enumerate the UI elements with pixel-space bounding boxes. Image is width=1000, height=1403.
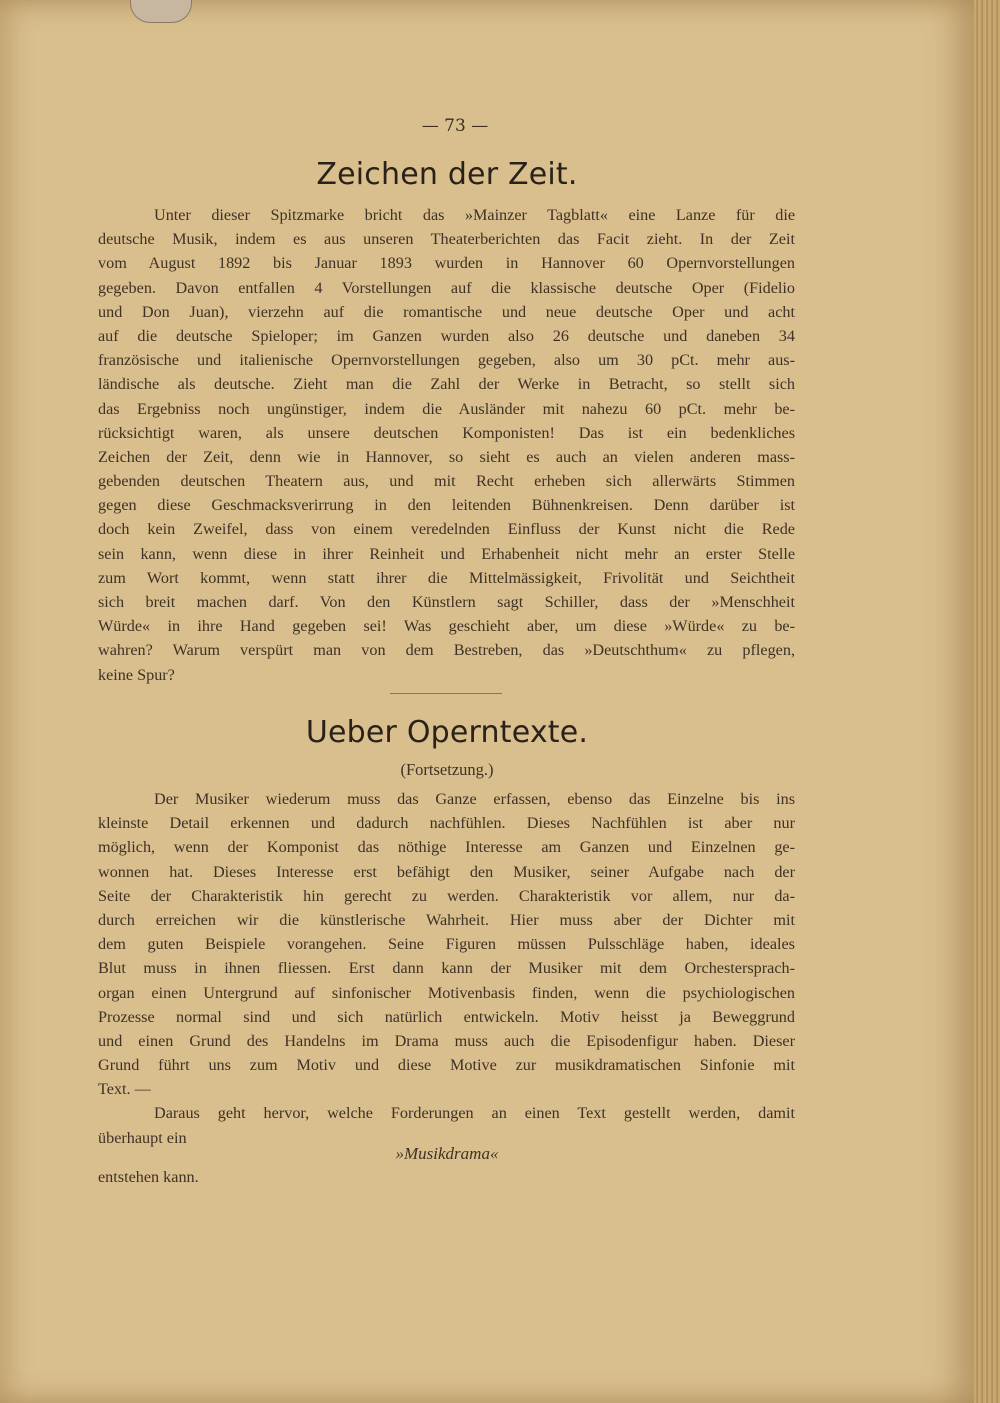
text-line: gegen diese Geschmacksverirrung in den leitenden Bühnenkreisen. Denn darüber ist — [98, 496, 795, 515]
text-line: wonnen hat. Dieses Interesse erst befähigt den Musiker, seiner Aufgabe nach der — [98, 862, 795, 881]
text-line: Text. — — [98, 1080, 151, 1099]
text-line: und einen Grund des Handelns im Drama muss auch die Episodenfigur haben. Dieser — [98, 1031, 795, 1050]
section-title-ueber-operntexte: Ueber Operntexte. — [305, 715, 589, 750]
text-line: vom August 1892 bis Januar 1893 wurden in Hannover 60 Opernvorstellungen — [98, 254, 795, 273]
text-line: gegeben. Davon entfallen 4 Vorstellungen auf die klassische deutsche Oper (Fidelio — [98, 278, 795, 297]
text-line: Seite der Charakteristik hin gerecht zu werden. Charakteristik vor allem, nur da- — [98, 886, 795, 905]
text-line: sich breit machen darf. Von den Künstlern sagt Schiller, dass der »Menschheit — [98, 593, 795, 611]
section2-body — [98, 787, 795, 1150]
text-line: keine Spur? — [98, 665, 175, 684]
text-line: zum Wort kommt, wenn statt ihrer die Mittelmässigkeit, Frivolität und Seichtheit — [98, 568, 795, 587]
page-number: — 73 — — [421, 116, 489, 136]
text-line: Grund führt uns zum Motiv und diese Motive zur musikdramatischen Sinfonie mit — [98, 1056, 795, 1075]
section1-body — [98, 203, 795, 687]
text-line: wahren? Warum verspürt man von dem Bestreben, das »Deutschthum« zu pflegen, — [98, 641, 795, 660]
text-line: Zeichen der Zeit, denn wie in Hannover, so sieht es auch an vielen anderen mass- — [98, 447, 795, 466]
text-line: ländische als deutsche. Zieht man die Zahl der Werke in Betracht, so stellt sich — [98, 375, 795, 394]
section-title-zeichen-der-zeit: Zeichen der Zeit. — [316, 157, 578, 192]
text-line: möglich, wenn der Komponist das nöthige Interesse am Ganzen und Einzelnen ge- — [98, 838, 795, 857]
section-divider — [390, 693, 502, 694]
text-line: französische und italienische Opernvorstellungen gegeben, also um 30 pCt. mehr aus- — [98, 351, 795, 370]
book-page-edges — [974, 0, 1000, 1403]
text-line: Unter dieser Spitzmarke bricht das »Mainzer Tagblatt« eine Lanze für die — [154, 206, 795, 224]
text-line: Der Musiker wiederum muss das Ganze erfassen, ebenso das Einzelne bis ins — [154, 790, 795, 808]
text-line: gebenden deutschen Theatern aus, und mit Recht erheben sich allerwärts Stimmen — [98, 472, 795, 491]
centered-term: »Musikdrama« — [395, 1144, 499, 1163]
closing-line: entstehen kann. — [98, 1168, 199, 1186]
section-subtitle: (Fortsetzung.) — [400, 760, 494, 779]
text-line: auf die deutsche Spieloper; im Ganzen wurden also 26 deutsche und daneben 34 — [98, 326, 795, 345]
text-line: doch kein Zweifel, dass von einem veredelnden Einfluss der Kunst nicht die Rede — [98, 520, 795, 539]
binder-clip — [130, 0, 192, 23]
text-line: und Don Juan), vierzehn auf die romantische und neue deutsche Oper und acht — [98, 302, 795, 321]
text-line: rücksichtigt waren, als unsere deutschen Komponisten! Das ist ein bedenkliches — [98, 423, 795, 442]
text-line: Würde« in ihre Hand gegeben sei! Was geschieht aber, um diese »Würde« zu be- — [98, 617, 795, 636]
text-line: sein kann, wenn diese in ihrer Reinheit und Erhabenheit nicht mehr an erster Stelle — [98, 544, 795, 563]
text-line: Blut muss in ihnen fliessen. Erst dann kann der Musiker mit dem Orchestersprach- — [98, 959, 795, 978]
text-line: dem guten Beispiele vorangehen. Seine Figuren müssen Pulsschläge haben, ideales — [98, 935, 795, 954]
text-line: deutsche Musik, indem es aus unseren Theaterberichten das Facit zieht. In der Zeit — [98, 230, 795, 249]
text-line: durch erreichen wir die künstlerische Wahrheit. Hier muss aber der Dichter mit — [98, 910, 795, 929]
text-line: Daraus geht hervor, welche Forderungen an einen Text gestellt werden, damit — [154, 1104, 795, 1123]
text-line: überhaupt ein — [98, 1128, 187, 1147]
text-line: das Ergebniss noch ungünstiger, indem die Ausländer mit nahezu 60 pCt. mehr be- — [98, 399, 795, 418]
text-line: kleinste Detail erkennen und dadurch nachfühlen. Dieses Nachfühlen ist aber nur — [98, 814, 795, 833]
text-line: Prozesse normal sind und sich natürlich entwickeln. Motiv heisst ja Beweggrund — [98, 1007, 795, 1026]
text-line: organ einen Untergrund auf sinfonischer Motivenbasis finden, wenn die psychiologischen — [98, 983, 795, 1002]
